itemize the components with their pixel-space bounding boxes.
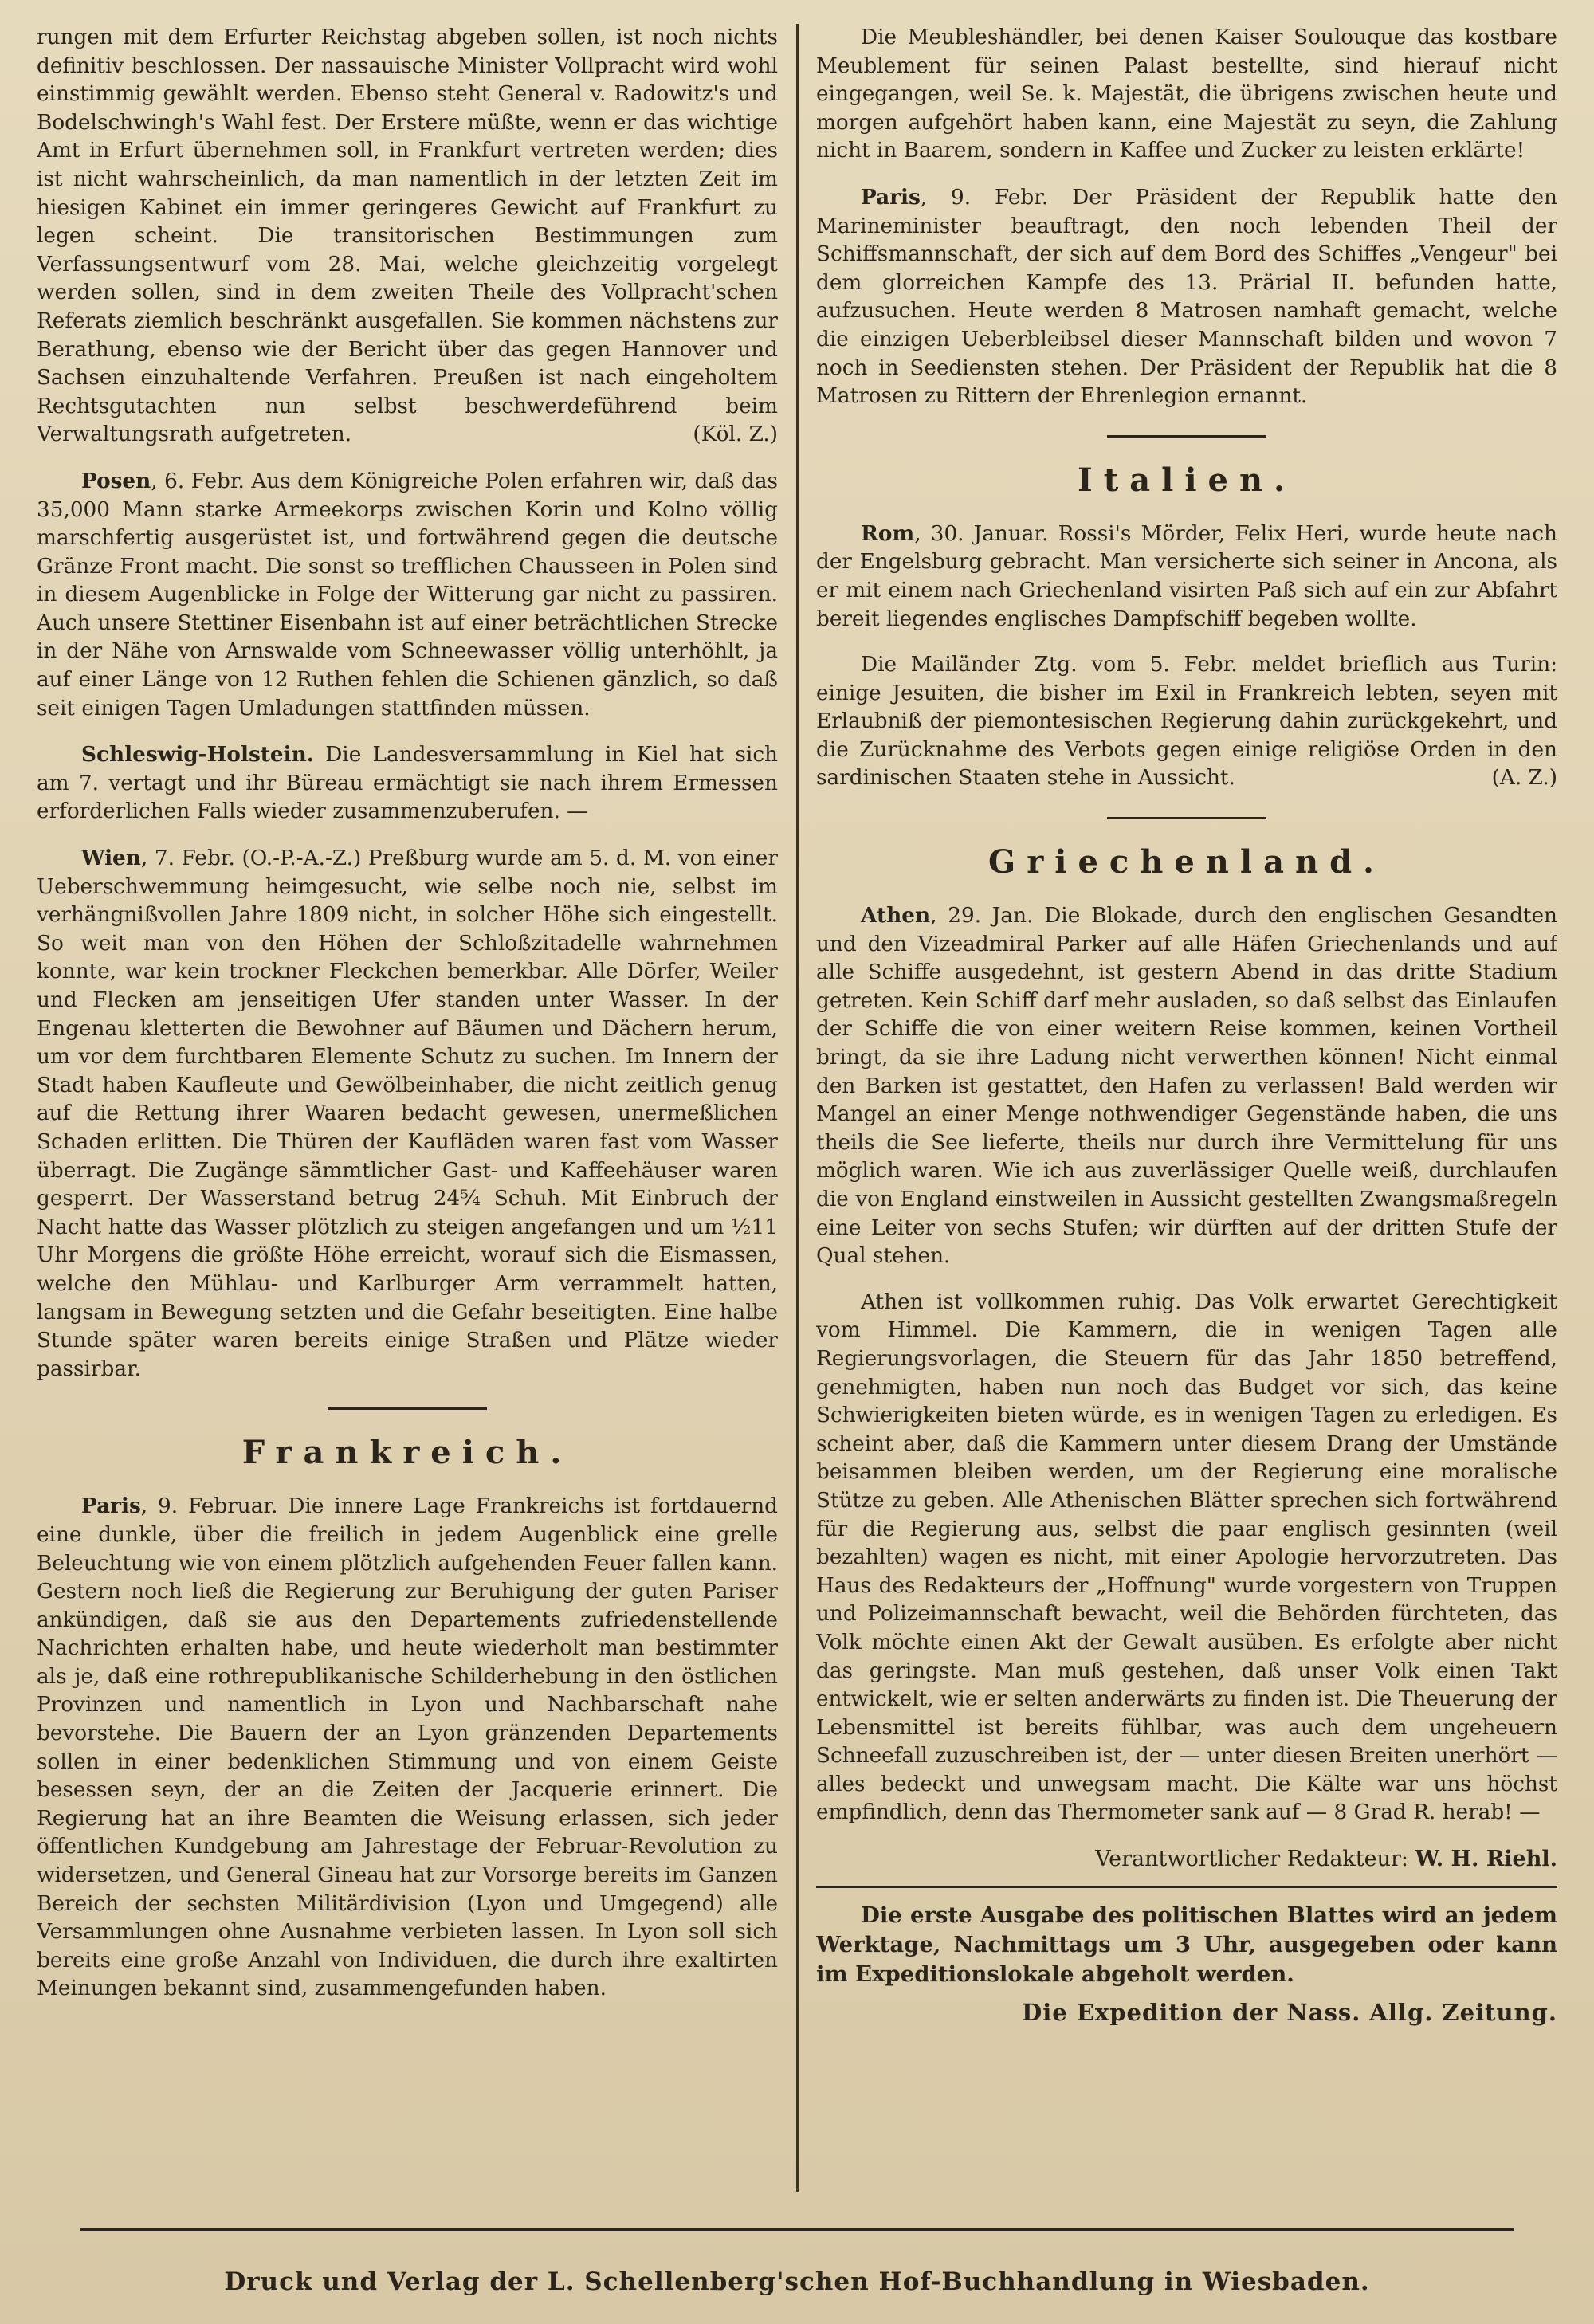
- article-text: , 30. Januar. Rossi's Mörder, Felix Heri, wurde heute nach der Engelsburg gebracht. Man versicherte sich seiner in Ancona, als er mit einem nach Griechenland visirten Paß sich auf ein zur Abfahrt bereit liegendes englisches Dampfschiff begeben wollte.: [816, 521, 1557, 631]
- column-divider: [796, 24, 799, 2192]
- editor-name: W. H. Riehl.: [1415, 1847, 1557, 1872]
- notice-divider: [816, 1886, 1557, 1888]
- article-athen-ruhig: Athen ist vollkommen ruhig. Das Volk erwartet Gerechtigkeit vom Himmel. Die Kammern, die in wenigen Tagen alle Regierungsvorlagen, die Steuern für das Jahr 1850 betreffend, genehmigten, haben nun noch das Budget vor sich, das keine Schwierigkeiten bieten würde, es in wenigen Tagen zu erledigen. Es scheint aber, daß die Kammern unter diesem Drang der Umstände beisammen bleiben werden, um der Regierung eine moralische Stütze zu geben. Alle Athenischen Blätter sprechen sich fortwährend für die Regierung aus, selbst die paar englisch gesinnten (weil bezahlten) wagen es nicht, mit einer Apologie hervorzutreten. Das Haus des Redakteurs der „Hoffnung" wurde vorgestern von Truppen und Polizeimannschaft bewacht, weil die Behörden fürchteten, das Volk möchte einen Akt der Gewalt ausüben. Es erfolgte aber nicht das geringste. Man muß gestehen, daß unser Volk einen Takt entwickelt, wie er selten anderwärts zu finden ist. Die Theuerung der Lebensmittel ist bereits fühlbar, was auch dem ungeheuern Schneefall zuzuschreiben ist, der — unter diesen Breiten unerhört — alles bedeckt und unwegsam macht. Die Kälte war uns höchst empfindlich, denn das Thermometer sank auf — 8 Grad R. herab! —: [816, 1290, 1557, 1825]
- article-reichstag: [37, 24, 778, 449]
- section-heading-griechenland: Griechenland.: [988, 843, 1385, 881]
- source-cite: (A. Z.): [1491, 766, 1557, 791]
- dateline-place: Athen: [861, 903, 931, 928]
- expedition-signature: Die Expedition der Nass. Allg. Zeitung.: [1022, 1999, 1557, 2027]
- section-heading-frankreich: Frankreich.: [241, 1434, 573, 1472]
- dateline-place: Posen: [81, 468, 151, 493]
- footer-rule: [80, 2228, 1514, 2231]
- article-text: , 9. Februar. Die innere Lage Frankreichs ist fortdauernd eine dunkle, über die freilich in jedem Augenblick eine grelle Beleuchtung wie von einem plötzlich aufgehenden Feuer fallen kann. Gestern noch ließ die Regierung zur Beruhigung der guten Pariser ankündigen, daß sie aus den Departements zufriedenstellende Nachrichten erhalten habe, und heute wiederholt man bestimmter als je, daß eine rothrepublikanische Schilderhebung in den östlichen Provinzen und namentlich in Lyon und Nachbarschaft nahe bevorstehe. Die Bauern der an Lyon gränzenden Departements sollen in einer bedenklichen Stimmung und von einem Geiste besessen seyn, der an die Zeiten der Jacquerie erinnert. Die Regierung hat an ihre Beamten die Weisung erlassen, sich jeder öffentlichen Kundgebung am Jahrestage der Februar-Revolution zu widersetzen, und General Gineau hat zur Vorsorge bereits im Ganzen Bereich der sechsten Militärdivision (Lyon und Umgegend) alle Versammlungen ohne Ausnahme verbieten lassen. In Lyon soll sich bereits eine große Anzahl von Individuen, die durch ihre exaltirten Meinungen bekannt sind, zusammengefunden haben.: [37, 1494, 778, 2001]
- publication-notice: Die erste Ausgabe des politischen Blattes wird an jedem Werktage, Nachmittags um 3 Uhr, ausgegeben oder kann im Expeditionslokale abgeholt werden.: [816, 1902, 1557, 1988]
- dateline-place: Paris: [861, 184, 921, 210]
- article-posen: [37, 467, 778, 723]
- article-turin: [816, 651, 1557, 793]
- article-text: , 7. Febr. (O.-P.-A.-Z.) Preßburg wurde am 5. d. M. von einer Ueberschwemmung heimgesucht, wie selbe noch nie, selbst im verhängnißvollen Jahre 1809 nicht, in solcher Höhe sich eingestellt. So weit man von den Höhen der Schloßzitadelle wahrnehmen konnte, war kein trockner Fleckchen bemerkbar. Alle Dörfer, Weiler und Flecken am jenseitigen Ufer standen unter Wasser. In der Engenau kletterten die Bewohner auf Bäumen und Dächern herum, um vor dem furchtbaren Elemente Schutz zu suchen. Im Innern der Stadt haben Kaufleute und Gewölbeinhaber, die nicht zeitlich genug auf die Rettung ihrer Waaren bedacht gewesen, unermeßlichen Schaden erlitten. Die Thüren der Kaufläden waren fast vom Wasser überragt. Die Zugänge sämmtlicher Gast- und Kaffeehäuser waren gesperrt. Der Wasserstand betrug 24⁵⁄₄ Schuh. Mit Einbruch der Nacht hatte das Wasser plötzlich zu steigen angefangen und um ½11 Uhr Morgens die größte Höhe erreicht, worauf sich die Eismassen, welche den Mühlau- und Karlburger Arm verrammelt hatten, langsam in Bewegung setzten und die Gefahr beseitigten. Eine halbe Stunde später waren bereits einige Straßen und Plätze wieder passirbar.: [37, 846, 778, 1381]
- article-wien: [37, 844, 778, 1384]
- imprint-footer: Druck und Verlag der L. Schellenberg'schen Hof-Buchhandlung in Wiesbaden.: [224, 2267, 1370, 2296]
- article-text: , 9. Febr. Der Präsident der Republik hatte den Marineminister beauftragt, den noch lebenden Theil der Schiffsmannschaft, der sich auf dem Bord des Schiffes „Vengeur" bei dem glorreichen Kampfe des 13. Prärial II. befunden hatte, aufzusuchen. Heute werden 8 Matrosen namhaft gemacht, welche die einzigen Ueberbleibsel dieser Mannschaft bilden und wovon 7 noch in Seediensten stehen. Der Präsident der Republik hat die 8 Matrosen zu Rittern der Ehrenlegion ernannt.: [816, 185, 1557, 409]
- article-text: Die Landesversammlung in Kiel hat sich am 7. vertagt und ihr Büreau ermächtigt sie nach ihrem Ermessen erforderlichen Falls wieder zusammenzuberufen. —: [37, 743, 778, 824]
- article-paris-lage: [37, 1492, 778, 2004]
- editor-label: Verantwortlicher Redakteur:: [1095, 1847, 1409, 1872]
- article-athen-blokade: [816, 901, 1557, 1271]
- article-schleswig: [37, 740, 778, 826]
- section-divider: [328, 1407, 487, 1410]
- source-cite: (Köl. Z.): [693, 422, 778, 447]
- article-rom: [816, 520, 1557, 634]
- dateline-place: Rom: [861, 520, 915, 546]
- article-paris-vengeur: [816, 183, 1557, 411]
- article-text: Die Mailänder Ztg. vom 5. Febr. meldet brieflich aus Turin: einige Jesuiten, die bisher im Exil in Frankreich lebten, seyen mit Erlaubniß der piemontesischen Regierung dahin zurückgekehrt, und die Zurücknahme des Verbots gegen einige religiöse Orden in den sardinischen Staaten stehe in Aussicht.: [816, 653, 1557, 791]
- dateline-place: Schleswig-Holstein.: [81, 742, 314, 767]
- responsible-editor: [816, 1847, 1557, 1871]
- article-text: , 6. Febr. Aus dem Königreiche Polen erfahren wir, daß das 35,000 Mann starke Armeekorps zwischen Korin und Kolno völlig marschfertig ausgerüstet ist, und fortwährend gegen die deutsche Gränze Front macht. Die sonst so trefflichen Chausseen in Polen sind in diesem Augenblicke in Folge der Witterung gar nicht zu passiren. Auch unsere Stettiner Eisenbahn ist auf einer beträchtlichen Strecke in der Nähe von Arnswalde vom Schneewasser völlig unterhöhlt, ja auf einer Länge von 12 Ruthen fehlen die Schienen gänzlich, so daß seit einigen Tagen Umladungen stattfinden müssen.: [37, 469, 778, 720]
- left-column: [37, 24, 778, 2192]
- dateline-place: Paris: [81, 1494, 141, 1519]
- right-column: [816, 24, 1557, 2192]
- section-divider: [1107, 817, 1266, 819]
- article-text: , 29. Jan. Die Blokade, durch den englischen Gesandten und den Vizeadmiral Parker auf alle Häfen Griechenlands und auf alle Schiffe ausgedehnt, ist gestern Abend in das dritte Stadium getreten. Kein Schiff darf mehr ausladen, so daß selbst das Einlaufen der Schiffe die von einer weitern Reise kommen, keinen Vortheil bringt, da sie ihre Ladung nicht verwerthen können! Nicht einmal den Barken ist gestattet, den Hafen zu verlassen! Bald werden wir Mangel an einer Menge nothwendiger Gegenstände haben, die uns theils die See lieferte, theils nur durch ihre Vermittelung für uns möglich waren. Wie ich aus zuverlässiger Quelle weiß, durchlaufen die von England einstweilen in Aussicht gestellten Zwangsmaßregeln eine Leiter von sechs Stufen; wir dürften auf der dritten Stufe der Qual stehen.: [816, 904, 1557, 1269]
- section-heading-italien: Italien.: [1078, 461, 1296, 499]
- article-soulouque: Die Meubleshändler, bei denen Kaiser Soulouque das kostbare Meublement für seinen Palast bestellte, sind hierauf nicht eingegangen, weil Se. k. Majestät, die übrigens zwischen heute und morgen aufgehört haben kann, eine Majestät zu seyn, die Zahlung nicht in Baarem, sondern in Kaffee und Zucker zu leisten erklärte!: [816, 26, 1557, 163]
- columns: [37, 24, 1557, 2192]
- section-divider: [1107, 435, 1266, 438]
- dateline-place: Wien: [81, 846, 141, 871]
- article-text: rungen mit dem Erfurter Reichstag abgeben sollen, ist noch nichts definitiv beschlossen. Der nassauische Minister Vollpracht wird wohl einstimmig gewählt werden. Ebenso steht General v. Radowitz's und Bodelschwingh's Wahl fest. Der Erstere müßte, wenn er das wichtige Amt in Erfurt übernehmen soll, in Frankfurt vertreten werden; dies ist nicht wahrscheinlich, da man namentlich in der letzten Zeit im hiesigen Kabinet ein immer geringeres Gewicht auf Frankfurt zu legen scheint. Die transitorischen Bestimmungen zum Verfassungsentwurf vom 28. Mai, welche gleichzeitig vorgelegt werden sollen, sind in dem zweiten Theile des Vollpracht'schen Referats ziemlich beschränkt ausgefallen. Sie kommen nächstens zur Berathung, ebenso wie der Bericht über das gegen Hannover und Sachsen einzuhaltende Verfahren. Preußen ist nach eingeholtem Rechtsgutachten nun selbst beschwerdeführend beim Verwaltungsrath aufgetreten.: [37, 26, 778, 447]
